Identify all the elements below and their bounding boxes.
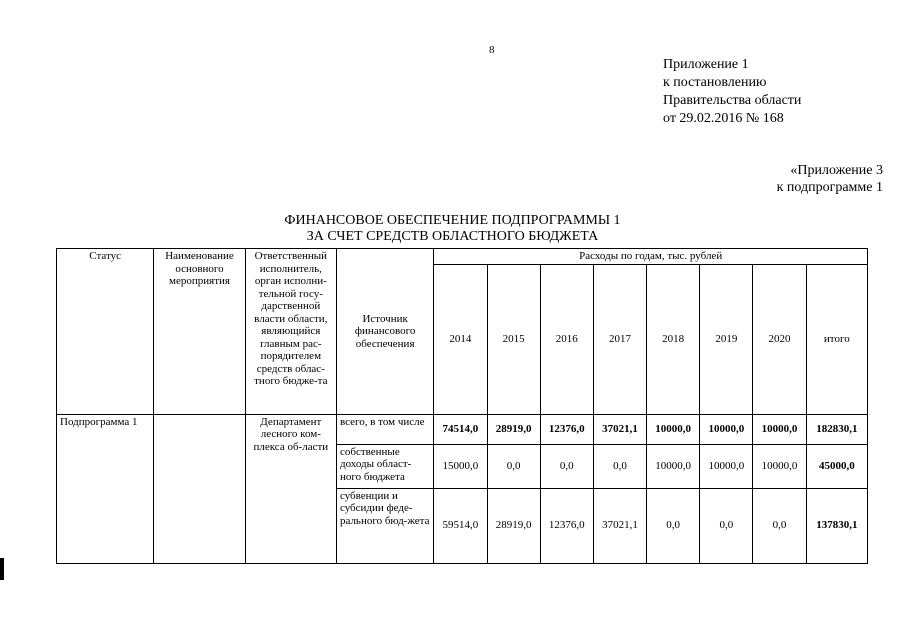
header-year: 2014 bbox=[434, 264, 487, 414]
value-cell: 74514,0 bbox=[434, 414, 487, 444]
financing-table bbox=[56, 248, 868, 564]
source-cell: всего, в том числе bbox=[336, 414, 433, 444]
header-year: 2017 bbox=[593, 264, 646, 414]
source-cell: субвенции и субсидии феде-рального бюд-жета bbox=[336, 488, 433, 563]
appendix-3-line: «Приложение 3 bbox=[790, 163, 883, 178]
value-cell: 10000,0 bbox=[647, 444, 700, 488]
value-cell: 28919,0 bbox=[487, 414, 540, 444]
page-number: 8 bbox=[489, 44, 495, 56]
title-line: ЗА СЧЕТ СРЕДСТВ ОБЛАСТНОГО БЮДЖЕТА bbox=[306, 229, 599, 244]
value-cell: 0,0 bbox=[753, 488, 806, 563]
header-source: Источник финансового обеспечения bbox=[336, 249, 433, 415]
status-cell: Подпрограмма 1 bbox=[57, 414, 154, 563]
appendix-1-line: Правительства области bbox=[663, 93, 802, 108]
header-year: 2020 bbox=[753, 264, 806, 414]
value-cell: 0,0 bbox=[593, 444, 646, 488]
value-cell: 0,0 bbox=[487, 444, 540, 488]
appendix-1-line: к постановлению bbox=[663, 75, 767, 90]
value-cell: 10000,0 bbox=[700, 414, 753, 444]
value-cell: 28919,0 bbox=[487, 488, 540, 563]
value-cell: 12376,0 bbox=[540, 414, 593, 444]
table-header-row bbox=[57, 249, 868, 265]
table-row bbox=[57, 414, 868, 444]
appendix-3-line: к подпрограмме 1 bbox=[776, 180, 883, 195]
value-cell: 12376,0 bbox=[540, 488, 593, 563]
header-year: 2019 bbox=[700, 264, 753, 414]
value-cell: 0,0 bbox=[647, 488, 700, 563]
executor-cell: Департамент лесного ком-плекса об-ласти bbox=[245, 414, 336, 563]
value-cell: 59514,0 bbox=[434, 488, 487, 563]
appendix-1-line: Приложение 1 bbox=[663, 57, 749, 72]
value-cell: 37021,1 bbox=[593, 414, 646, 444]
title-line: ФИНАНСОВОЕ ОБЕСПЕЧЕНИЕ ПОДПРОГРАММЫ 1 bbox=[284, 213, 621, 228]
value-cell: 37021,1 bbox=[593, 488, 646, 563]
header-year: 2016 bbox=[540, 264, 593, 414]
value-cell: 10000,0 bbox=[647, 414, 700, 444]
margin-mark bbox=[0, 558, 4, 580]
value-cell: 0,0 bbox=[700, 488, 753, 563]
header-total: итого bbox=[806, 264, 867, 414]
value-cell: 0,0 bbox=[540, 444, 593, 488]
header-status: Статус bbox=[57, 249, 154, 415]
appendix-1-line: от 29.02.2016 № 168 bbox=[663, 111, 784, 126]
value-cell: 10000,0 bbox=[753, 414, 806, 444]
document-title bbox=[0, 213, 905, 245]
header-year: 2018 bbox=[647, 264, 700, 414]
header-activity: Наименование основного мероприятия bbox=[154, 249, 245, 415]
source-cell: собственные доходы област-ного бюджета bbox=[336, 444, 433, 488]
value-cell: 10000,0 bbox=[700, 444, 753, 488]
total-cell: 182830,1 bbox=[806, 414, 867, 444]
activity-cell bbox=[154, 414, 245, 563]
header-executor: Ответственный исполнитель, орган исполни-тельной госу-дарственной власти области, являющийся главным рас-порядителем средств облас-тного бюдже-та bbox=[245, 249, 336, 415]
appendix-3-header bbox=[777, 162, 883, 196]
header-expenses: Расходы по годам, тыс. рублей bbox=[434, 249, 868, 265]
value-cell: 15000,0 bbox=[434, 444, 487, 488]
total-cell: 137830,1 bbox=[806, 488, 867, 563]
total-cell: 45000,0 bbox=[806, 444, 867, 488]
header-year: 2015 bbox=[487, 264, 540, 414]
appendix-1-header bbox=[663, 56, 801, 128]
value-cell: 10000,0 bbox=[753, 444, 806, 488]
